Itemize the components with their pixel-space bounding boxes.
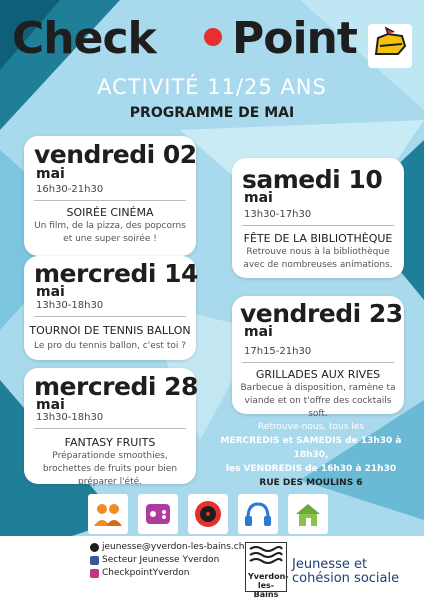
programme-heading: PROGRAMME DE MAI <box>129 105 295 121</box>
event-title: GRILLADES AUX RIVES <box>255 368 381 381</box>
event-card <box>232 158 404 278</box>
event-card <box>24 368 198 487</box>
event-month: mai <box>36 166 65 182</box>
event-day: vendredi 02 <box>34 140 197 169</box>
contact-facebook[interactable]: Secteur Jeunesse Yverdon <box>102 555 220 565</box>
event-day: mercredi 14 <box>34 259 198 288</box>
music-dj-icon <box>188 494 228 534</box>
event-description: Le pro du tennis ballon, c'est toi ? <box>33 341 186 351</box>
event-description: Préparationde smoothies, brochettes de fruits pour bien préparer l'été. <box>42 451 178 487</box>
event-card <box>24 136 196 256</box>
event-month: mai <box>36 397 65 413</box>
org-name-line1: Jeunesse et <box>292 557 368 572</box>
event-description: Un film, de la pizza, des popcorns et une super soirée ! <box>34 221 186 244</box>
gamepad-icon <box>138 494 178 534</box>
event-time: 17h15-21h30 <box>244 346 312 357</box>
title-red-dot <box>204 28 222 46</box>
org-name-line2: cohésion sociale <box>292 571 400 586</box>
event-time: 13h30-17h30 <box>244 209 312 220</box>
title-point: Point <box>232 13 357 64</box>
yverdon-logo-text: Yverdon-les-Bains <box>248 572 289 599</box>
event-title: SOIRÉE CINÉMA <box>66 206 154 219</box>
email-icon <box>90 543 99 552</box>
event-card <box>232 296 404 419</box>
event-month: mai <box>244 190 273 206</box>
event-month: mai <box>244 324 273 340</box>
event-time: 13h30-18h30 <box>36 412 104 423</box>
event-day: samedi 10 <box>242 165 383 194</box>
divider <box>34 200 186 201</box>
event-title: FANTASY FRUITS <box>64 436 156 449</box>
info-line: les VENDREDIS de 16h30 à 21h30 <box>225 464 397 474</box>
event-month: mai <box>36 284 65 300</box>
info-line: Retrouve-nous, tous les <box>257 422 365 432</box>
opening-hours-info <box>206 420 416 490</box>
event-time: 16h30-21h30 <box>36 184 104 195</box>
info-address: RUE DES MOULINS 6 <box>259 478 363 488</box>
divider <box>242 362 394 363</box>
event-description: Barbecue à disposition, ramène ta viande et on t'offre des cocktails soft. <box>240 383 396 419</box>
info-line: MERCREDIS et SAMEDIS de 13h30 à 18h30, <box>220 436 402 460</box>
facebook-icon <box>90 556 99 565</box>
event-time: 13h30-18h30 <box>36 300 104 311</box>
house-icon <box>288 494 328 534</box>
event-day: mercredi 28 <box>34 372 198 401</box>
divider <box>242 225 394 226</box>
event-title: TOURNOI DE TENNIS BALLON <box>29 324 191 337</box>
subtitle: ACTIVITÉ 11/25 ANS <box>97 75 327 99</box>
contact-email[interactable]: jeunesse@yverdon-les-bains.ch <box>102 542 245 552</box>
event-title: FÊTE DE LA BIBLIOTHÈQUE <box>243 232 393 245</box>
title-check: Check <box>12 13 156 64</box>
event-description: Retrouve nous à la bibliothèque avec de nombreuses animations. <box>243 247 393 270</box>
divider <box>34 316 186 317</box>
divider <box>34 428 186 429</box>
people-icon <box>88 494 128 534</box>
checkpoint-logo-icon <box>368 24 412 68</box>
instagram-icon <box>90 569 99 578</box>
headset-icon <box>238 494 278 534</box>
event-card <box>24 256 196 360</box>
event-day: vendredi 23 <box>240 299 403 328</box>
contact-instagram[interactable]: CheckpointYverdon <box>102 568 190 578</box>
